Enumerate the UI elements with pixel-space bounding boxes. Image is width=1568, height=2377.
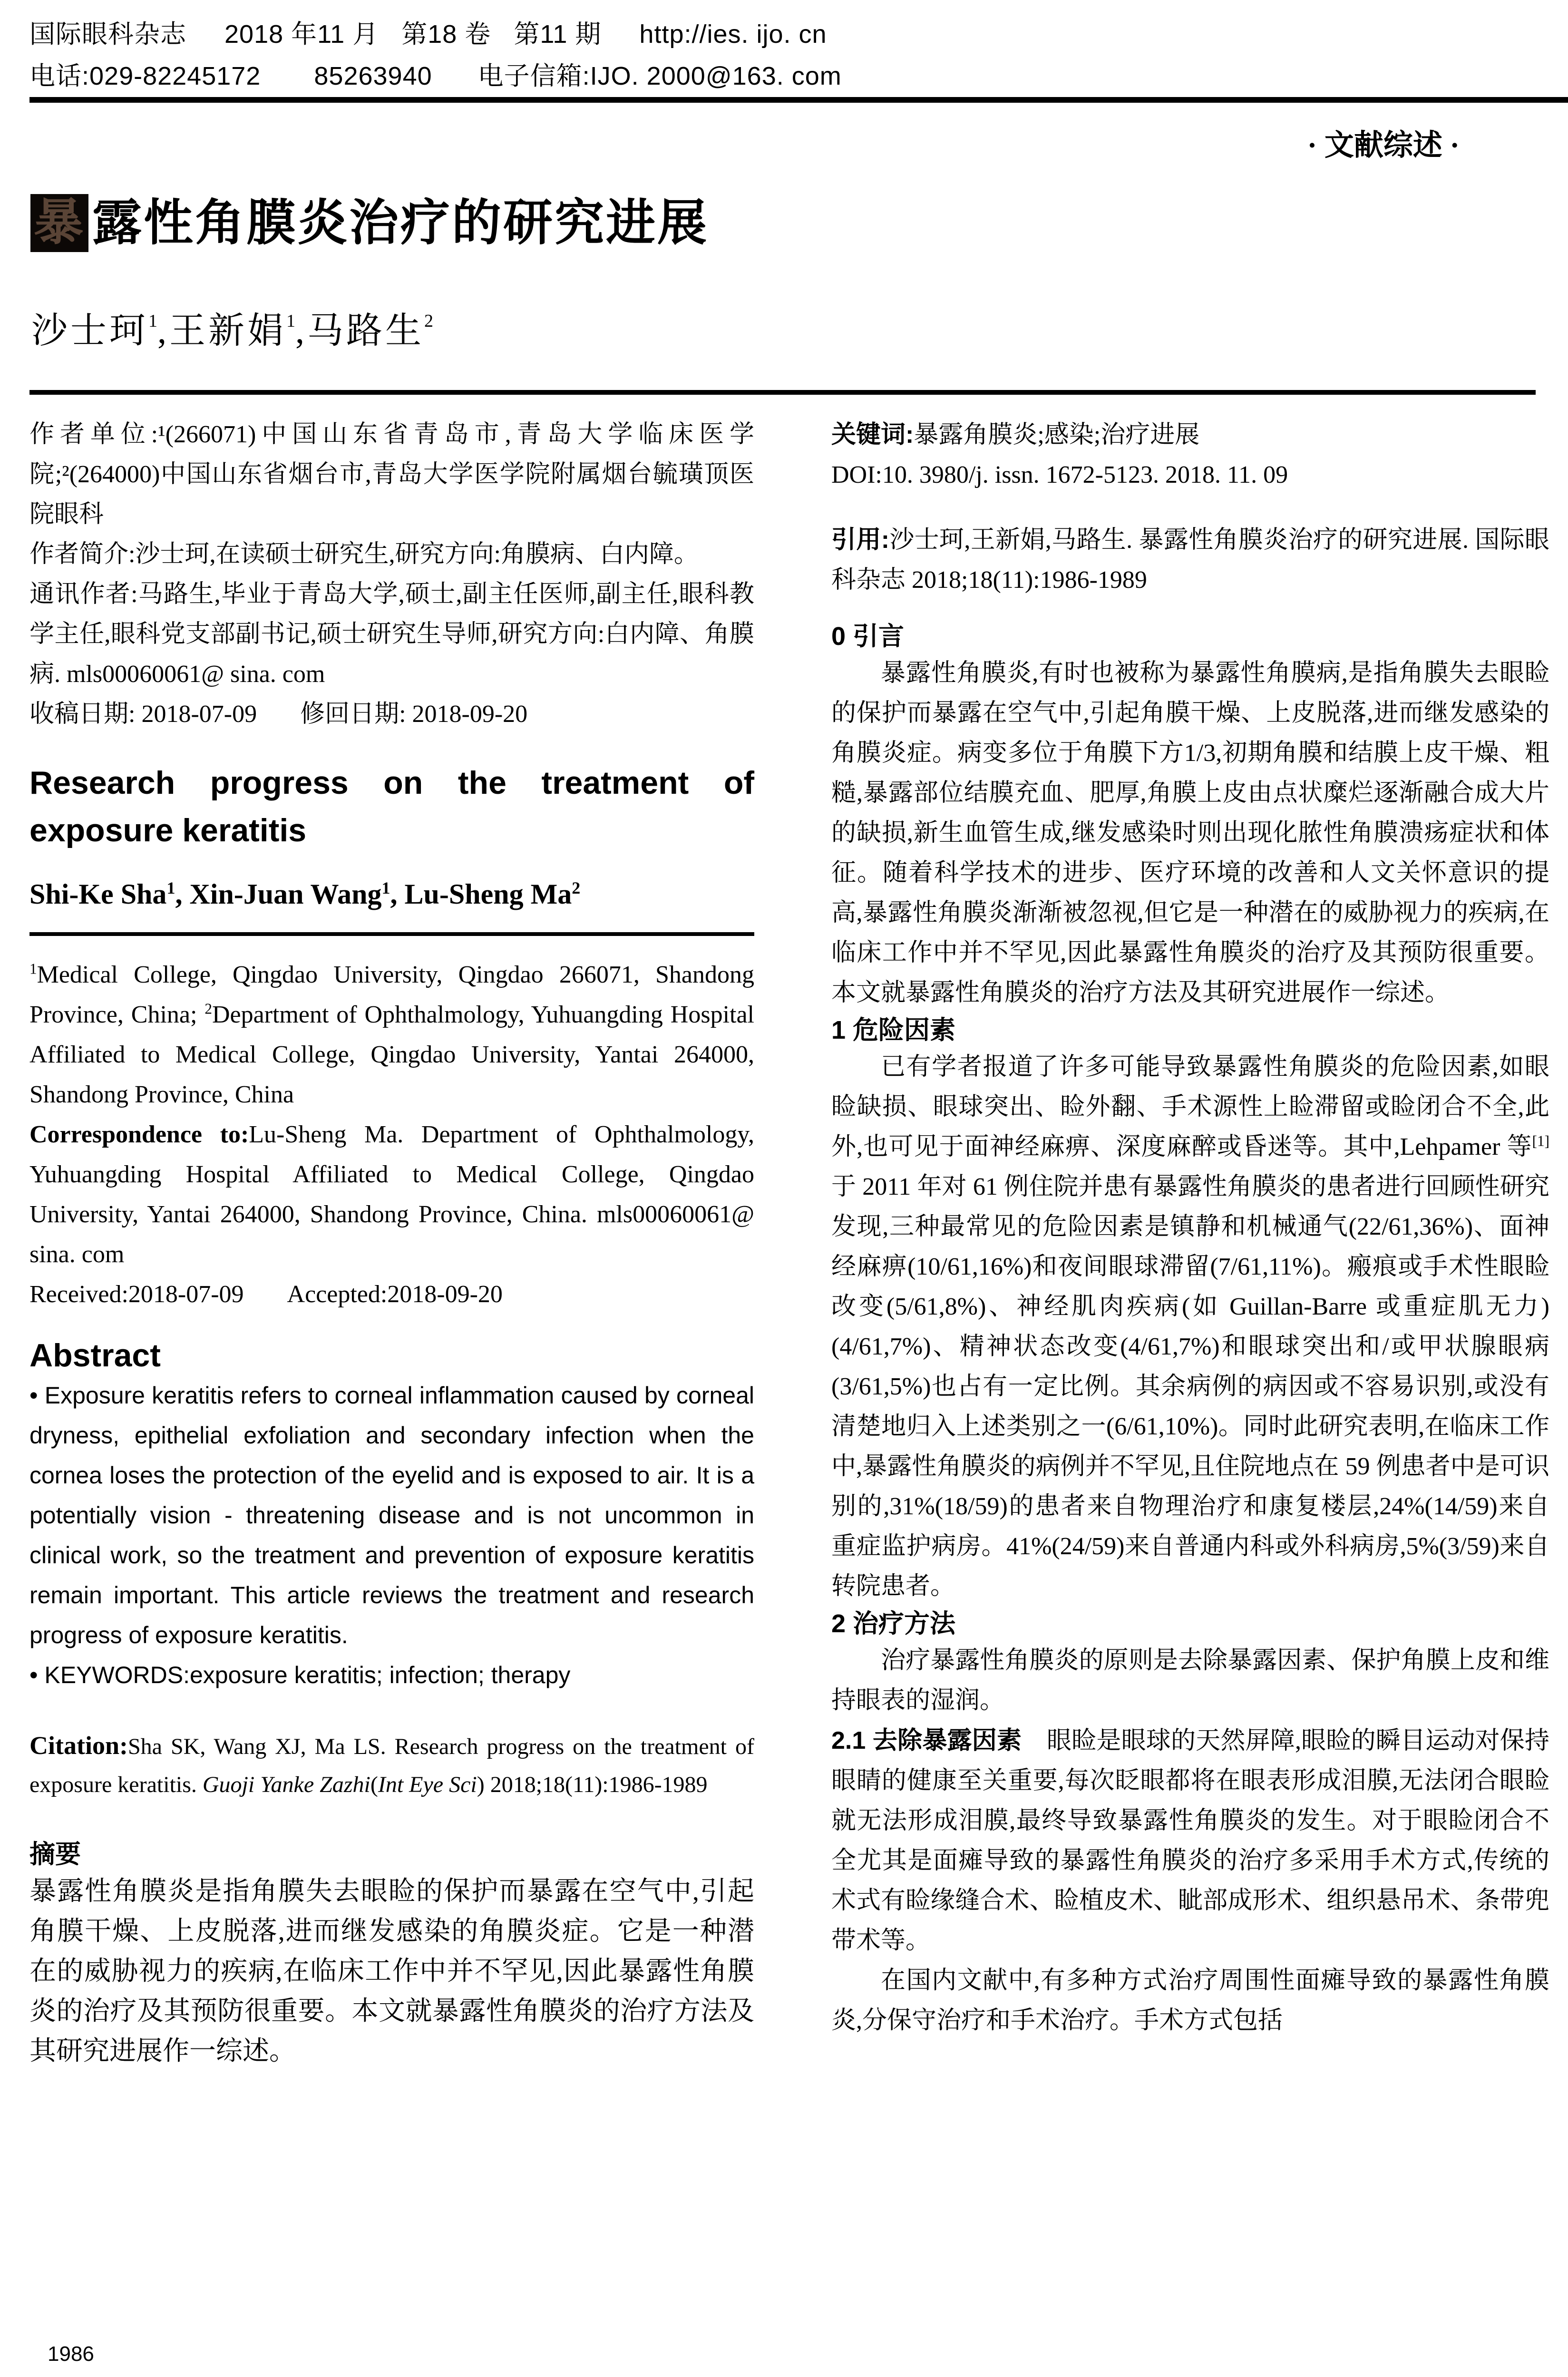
cite-cn xyxy=(831,520,1549,600)
journal-url[interactable]: http://ies. ijo. cn xyxy=(639,20,827,49)
author-en-2: Xin-Juan Wang xyxy=(189,878,382,910)
author-en-1: Shi-Ke Sha xyxy=(29,878,167,910)
author-cn-2-sup: 1 xyxy=(286,311,295,331)
aff-sup-2: 2 xyxy=(205,1000,212,1017)
author-bio: 作者简介:沙士珂,在读硕士研究生,研究方向:角膜病、白内障。 xyxy=(29,541,699,568)
section-heading-2: 2 治疗方法 xyxy=(831,1609,956,1638)
header-rule xyxy=(29,97,1568,103)
subsection-2-1-text: 眼睑是眼球的天然屏障,眼睑的瞬目运动对保持眼睛的健康至关重要,每次眨眼都将在眼表形成泪膜,无法闭合眼睑就无法形成泪膜,最终导致暴露性角膜炎的发生。对于眼睑闭合不全尤其是面瘫导致的暴露性角膜炎的治疗多采用手术方式,传统的术式有睑缘缝合术、睑植皮术、眦部成形术、组织悬吊术、条带兜带术等。 xyxy=(831,1727,1549,1954)
cite-label: 引用: xyxy=(831,526,890,554)
section-heading-1: 1 危险因素 xyxy=(831,1016,956,1044)
abstract-keywords: • KEYWORDS:exposure keratitis; infection; therapy xyxy=(29,1662,571,1688)
article-title xyxy=(30,194,709,252)
citation-paren-close: ) xyxy=(477,1772,485,1797)
received-label: 收稿日期: xyxy=(29,701,136,728)
section-0-paragraph: 暴露性角膜炎,有时也被称为暴露性角膜病,是指角膜失去眼睑的保护而暴露在空气中,引起角膜干燥、上皮脱落,进而继发感染的角膜炎症。病变多位于角膜下方1/3,初期角膜和结膜上皮干燥、粗糙,暴露部位结膜充血、肥厚,角膜上皮由点状糜烂逐渐融合成大片的缺损,新生血管生成,继发感染时则出现化脓性角膜溃疡症状和体征。随着科学技术的进步、医疗环境的改善和人文关怀意识的提高,暴露性角膜炎渐渐被忽视,但它是一种潜在的威胁视力的疾病,在临床工作中并不罕见,因此暴露性角膜炎的治疗及其预防很重要。本文就暴露性角膜炎的治疗方法及其研究进展作一综述。 xyxy=(831,660,1549,1006)
abstract-heading: Abstract xyxy=(29,1337,161,1374)
keywords-text: 暴露角膜炎;感染;治疗进展 xyxy=(914,421,1200,448)
reference-1[interactable]: [1] xyxy=(1532,1132,1549,1150)
revised-label: 修回日期: xyxy=(300,701,406,728)
citation-journal-en: Int Eye Sci xyxy=(378,1772,477,1797)
issue-number: 第11 期 xyxy=(514,20,602,49)
english-title: Research progress on the treatment of exposure keratitis xyxy=(29,765,754,848)
accepted-en: Accepted:2018-09-20 xyxy=(287,1281,503,1308)
title-initial-char: 暴 xyxy=(30,194,88,252)
cn-abstract-body: 暴露性角膜炎是指角膜失去眼睑的保护而暴露在空气中,引起角膜干燥、上皮脱落,进而继发感染的角膜炎症。它是一种潜在的威胁视力的疾病,在临床工作中并不罕见,因此暴露性角膜炎的治疗及其预防很重要。本文就暴露性角膜炎的治疗方法及其研究进展作一综述。 xyxy=(29,1877,754,2066)
correspondence-en xyxy=(29,1115,754,1275)
author-cn-2: 王新娟 xyxy=(169,311,286,351)
section-2-paragraph: 治疗暴露性角膜炎的原则是去除暴露因素、保护角膜上皮和维持眼表的湿润。 xyxy=(831,1647,1549,1714)
revised-date: 2018-09-20 xyxy=(412,701,528,728)
email[interactable]: 电子信箱:IJO. 2000@163. com xyxy=(477,62,842,90)
right-column xyxy=(831,415,1549,2041)
doi[interactable]: DOI:10. 3980/j. issn. 1672-5123. 2018. 11. 09 xyxy=(831,461,1288,488)
correspondence-en-text: Lu-Sheng Ma. Department of Ophthalmology, Yuhuangding Hospital Affiliated to Medical College, Qingdao University, Yantai 264000, Shandong Province, China. mls00060061@ sina. com xyxy=(29,1121,754,1268)
affiliation-en-2: Department of Ophthalmology, Yuhuangding Hospital Affiliated to Medical College, Qingdao University, Yantai 264000, Shandong Province, China xyxy=(29,1001,754,1108)
section-tag: · 文献综述 · xyxy=(1307,129,1460,162)
citation-journal: Guoji Yanke Zazhi xyxy=(202,1772,370,1797)
author-en-3-sup: 2 xyxy=(572,878,581,897)
correspondence-en-label: Correspondence to: xyxy=(29,1121,249,1148)
running-header-line-1 xyxy=(29,19,827,49)
abstract-body: • Exposure keratitis refers to corneal inflammation caused by corneal dryness, epithelial exfoliation and secondary infection when the cornea loses the protection of the eyelid and is exposed to air. It is a potentially vision - threatening disease and is not uncommon in clinical work, so the treatment and prevention of exposure keratitis remain important. This article reviews the treatment and research progress of exposure keratitis. xyxy=(29,1382,754,1648)
citation-paren-open: ( xyxy=(370,1772,378,1797)
issue-date: 2018 年11 月 xyxy=(224,20,379,49)
english-authors-rule xyxy=(29,932,754,936)
title-rest: 露性角膜炎治疗的研究进展 xyxy=(92,195,709,251)
author-cn-3: 马路生 xyxy=(307,311,424,351)
cn-abstract-heading: 摘要 xyxy=(29,1840,81,1869)
cite-text: 沙士珂,王新娟,马路生. 暴露性角膜炎治疗的研究进展. 国际眼科杂志 2018;18(11):1986-1989 xyxy=(831,526,1549,594)
section-1-text-a: 已有学者报道了许多可能导致暴露性角膜炎的危险因素,如眼睑缺损、眼球突出、睑外翻、手术源性上睑滞留或睑闭合不全,此外,也可见于面神经麻痹、深度麻醉或昏迷等。其中,Lehpamer 等 xyxy=(831,1053,1549,1160)
citation-tail: 2018;18(11):1986-1989 xyxy=(490,1772,708,1797)
subsection-2-1 xyxy=(831,1721,1549,1961)
received-en: Received:2018-07-09 xyxy=(29,1281,244,1308)
citation-en xyxy=(29,1726,754,1804)
keywords-cn xyxy=(831,415,1549,455)
keywords-label: 关键词: xyxy=(831,421,914,448)
phone: 电话:029-82245172 xyxy=(29,62,261,90)
author-cn-1: 沙士珂 xyxy=(31,311,148,351)
citation-text: Sha SK, Wang XJ, Ma LS. Research progress on the treatment of exposure keratitis. xyxy=(29,1734,754,1797)
volume: 第18 卷 xyxy=(401,20,491,49)
title-rule xyxy=(29,390,1536,395)
received-date: 2018-07-09 xyxy=(141,701,257,728)
author-cn-3-sup: 2 xyxy=(424,311,433,331)
affiliation-en-1: Medical College, Qingdao University, Qingdao 266071, Shandong Province, China; xyxy=(29,961,754,1028)
phone-2: 85263940 xyxy=(314,62,432,90)
subsection-2-1-heading: 2.1 去除暴露因素 xyxy=(831,1727,1022,1754)
running-header-line-2 xyxy=(29,61,842,91)
dates-cn xyxy=(29,694,754,734)
section-1-paragraph xyxy=(831,1047,1549,1607)
aff-sup-1: 1 xyxy=(29,960,37,977)
author-en-1-sup: 1 xyxy=(166,878,175,897)
citation-label: Citation: xyxy=(29,1731,128,1760)
author-cn-1-sup: 1 xyxy=(148,311,157,331)
english-authors: Shi-Ke Sha$^1$, Xin-Juan Wang$^1$, Lu-Sheng Ma$^2$ xyxy=(29,878,581,910)
authors-cn: 沙士珂$^1$,王新娟$^1$,马路生$^2$ xyxy=(31,311,433,351)
correspondence-cn: 通讯作者:马路生,毕业于青岛大学,硕士,副主任医师,副主任,眼科教学主任,眼科党支部副书记,硕士研究生导师,研究方向:白内障、角膜病. mls00060061@ sina. com xyxy=(29,581,754,688)
last-paragraph: 在国内文献中,有多种方式治疗周围性面瘫导致的暴露性角膜炎,分保守治疗和手术治疗。手术方式包括 xyxy=(831,1967,1549,2034)
author-en-3: Lu-Sheng Ma xyxy=(404,878,572,910)
affiliation-en xyxy=(29,955,754,1115)
section-heading-0: 0 引言 xyxy=(831,622,905,651)
page-number: 1986 xyxy=(48,2342,94,2366)
left-column xyxy=(29,415,754,2071)
dates-en xyxy=(29,1275,754,1315)
affiliation-cn: 作者单位:¹(266071)中国山东省青岛市,青岛大学临床医学院;²(264000)中国山东省烟台市,青岛大学医学院附属烟台毓璜顶医院眼科 xyxy=(29,421,754,528)
journal-name: 国际眼科杂志 xyxy=(29,20,186,49)
author-en-2-sup: 1 xyxy=(381,878,390,897)
section-1-text-b: 于 2011 年对 61 例住院并患有暴露性角膜炎的患者进行回顾性研究发现,三种最常见的危险因素是镇静和机械通气(22/61,36%)、面神经麻痹(10/61,16%)和夜间眼球滞留(7/61,11%)。瘢痕或手术性眼睑改变(5/61,8%)、神经肌肉疾病(如 Guillan-Barre 或重症肌无力)(4/61,7%)、精神状态改变(4/61,7%)和眼球突出和/或甲状腺眼病(3/61,5%)也占有一定比例。其余病例的病因或不容易识别,或没有清楚地归入上述类别之一(6/61,10%)。同时此研究表明,在临床工作中,暴露性角膜炎的病例并不罕见,且住院地点在 59 例患者中是可识别的,31%(18/59)的患者来自物理治疗和康复楼层,24%(14/59)来自重症监护病房。41%(24/59)来自普通内科或外科病房,5%(3/59)来自转院患者。 xyxy=(831,1173,1549,1600)
